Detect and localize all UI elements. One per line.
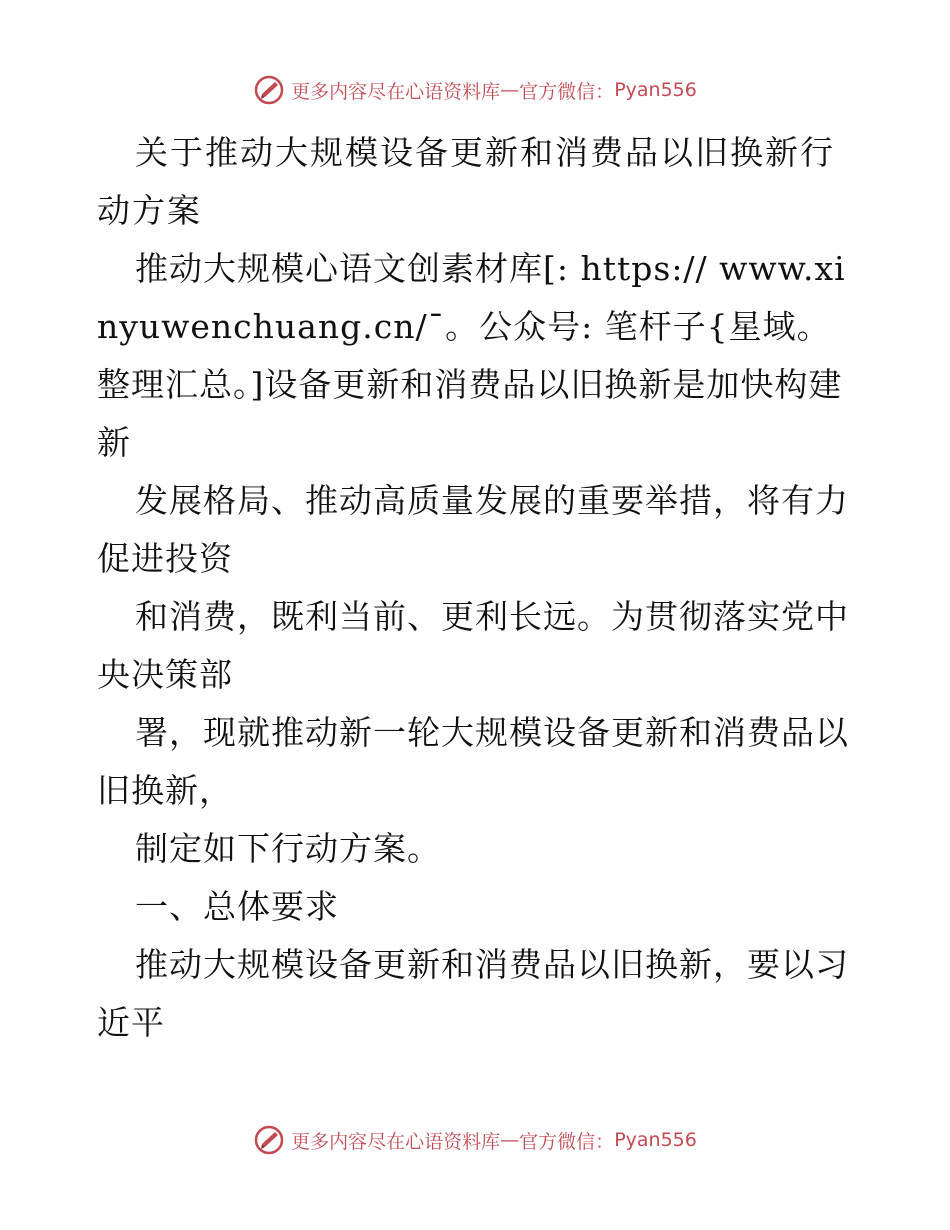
header-banner [0,70,950,110]
banner-wechat-label: 官方微信： [519,80,615,103]
banner-wechat-label: 官方微信： [519,1130,615,1153]
banner-wechat-id: Pyan556 [614,1129,697,1151]
document-title: 关于推动大规模设备更新和消费品以旧换新行动方案 [97,133,835,230]
paragraph: 署，现就推动新一轮大规模设备更新和消费品以旧换新， [97,713,849,810]
paragraph: 发展格局、推动高质量发展的重要举措，将有力促进投资 [97,481,849,578]
banner-separator: — [500,1129,520,1151]
footer-banner [0,1120,950,1160]
banner-separator: — [500,79,520,101]
paragraph: 制定如下行动方案。 [135,829,441,868]
brand-logo-icon [253,1124,285,1156]
banner-text: 更多内容尽在心语资料库 [291,80,501,103]
paragraph: 和消费，既利当前、更利长远。为贯彻落实党中央决策部 [97,597,849,694]
paragraph: 推动大规模心语文创素材库[: https:// www.xinyuwenchuang.cn/¯。公众号: 笔杆子{星域。整理汇总。]设备更新和消费品以旧换新是加快构建新 [97,249,846,462]
paragraph: 推动大规模设备更新和消费品以旧换新，要以习近平 [97,945,849,1042]
section-heading: 一、总体要求 [135,887,339,926]
document-body [97,124,857,1052]
banner-wechat-id: Pyan556 [614,79,697,101]
banner-text: 更多内容尽在心语资料库 [291,1130,501,1153]
brand-logo-icon [253,74,285,106]
